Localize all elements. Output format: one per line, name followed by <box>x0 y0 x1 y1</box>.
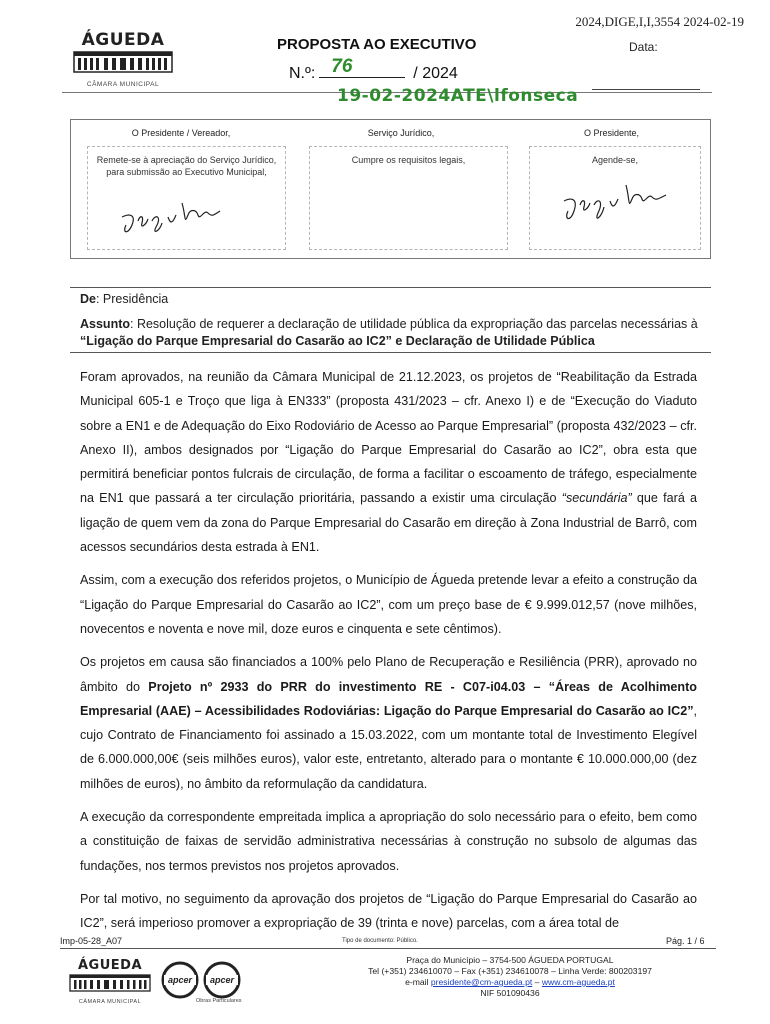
web-separator: – <box>532 977 542 987</box>
paragraph-bold: Projeto nº 2933 do PRR do investimento RE - C07-i04.03 – “Áreas de Acolhimento Empresarial (AAE) – Acessibilidades Rodoviárias: Ligação do Parque Empresarial do Casarão ao IC2” <box>80 679 697 718</box>
signature-column-president <box>511 120 712 258</box>
registration-stamp: 19-02-2024ATE\lfonseca <box>337 86 579 106</box>
subject-text: : Resolução de requerer a declaração de utilidade pública da expropriação das parcelas necessárias à <box>130 317 698 331</box>
paragraph-text: Os projetos em causa são financiados a 100% pelo Plano de Recuperação e Resiliência (PRR), aprovado no âmbito do <box>80 655 697 694</box>
paragraph-text: , cujo Contrato de Financiamento foi assinado a 15.03.2022, com um montante total de Investimento Elegível de 6.000.000,00€ (seis milhões euros), valor este, entretanto, alterado para o montante € 10.000.000,00 (dez milhões de euros), no âmbito da reformulação da candidatura. <box>80 703 697 791</box>
paragraph-2: Assim, com a execução dos referidos projetos, o Município de Águeda pretende levar a efeito a construção da “Ligação do Parque Empresarial do Casarão ao IC2”, com um preço base de € 9.999.012,57 (nove milhões, novecentos e noventa e nove mil, doze euros e cinquenta e sete cêntimos). <box>80 573 697 636</box>
signature-note: Agende-se, <box>591 155 639 165</box>
number-value: 76 <box>331 56 353 77</box>
number-year: / 2024 <box>413 65 458 82</box>
signature-box <box>87 146 286 250</box>
nif-line: NIF 501090436 <box>480 988 540 998</box>
paragraph-text: que fará a ligação de quem vem da zona do Parque Empresarial do Casarão em direção à Zona Industrial de Barrô, com acessos secundários desta estrada à EN1. <box>80 491 698 555</box>
paragraph-5: Por tal motivo, no seguimento da aprovação dos projetos de “Ligação do Parque Empresarial do Casarão ao IC2”, será imperioso promover a expropriação de 39 (trinta e nove) parcelas, com a área total de <box>80 891 697 931</box>
municipality-address <box>330 955 690 999</box>
signature-panel <box>70 119 711 259</box>
cert-name-1: apcer <box>167 975 193 985</box>
email-prefix: e-mail <box>405 977 431 987</box>
subject-bold-text: “Ligação do Parque Empresarial do Casarão ao IC2” e Declaração de Utilidade Pública <box>80 334 595 348</box>
subject-block <box>80 316 716 350</box>
paragraph-text: Foram aprovados, na reunião da Câmara Municipal de 21.12.2023, os projetos de “Reabilitação da Estrada Municipal 605-1 e Troço que liga à EN333” (proposta 431/2023 – cfr. Anexo I) e de “Execução do Viaduto sobre a EN1 e de Adequação do Eixo Rodoviário de Acesso ao Parque Empresarial” (proposta 432/2023 – cfr. Anexo II), ambos designados por “Ligação do Parque Empresarial do Casarão ao IC2”, obra esta que permitirá beneficiar pontos fulcrais de circulação, de forma a facilitar o escoamento de tráfego, especialmente na EN1 que passará a ter circulação prioritária, passando a existir uma circulação <box>80 370 697 506</box>
signature-heading: O Presidente, <box>583 128 640 138</box>
signature-note: Cumpre os requisitos legais, <box>351 155 466 165</box>
document-reference: 2024,DIGE,I,I,3554 2024-02-19 <box>575 14 744 29</box>
signature-note: Remete-se à apreciação do Serviço Jurídico, para submissão ao Executivo Municipal, <box>96 155 277 177</box>
address-line: Praça do Município – 3754-500 ÁGUEDA PORTUGAL <box>406 955 614 965</box>
building-logo-icon <box>66 973 154 993</box>
signature-box <box>309 146 508 250</box>
page-number: Pág. 1 / 6 <box>666 936 705 946</box>
date-label: Data: <box>629 40 658 54</box>
proposal-number-row <box>289 56 458 83</box>
document-type: Tipo de documento: Público. <box>342 938 418 944</box>
paragraph-1 <box>80 365 697 559</box>
signature-heading: Serviço Jurídico, <box>367 128 435 138</box>
meta-divider-top <box>70 287 711 288</box>
certification-label: Obras Particulares <box>196 998 242 1004</box>
paragraph-emphasis: “secundária” <box>561 491 632 506</box>
logo-subtitle: CÂMARA MUNICIPAL <box>78 999 142 1005</box>
subject-label: Assunto <box>80 317 130 331</box>
website-link[interactable]: www.cm-agueda.pt <box>541 977 615 987</box>
signature-box <box>529 146 701 250</box>
handwritten-signature <box>558 179 678 227</box>
signature-column-president-councillor <box>71 120 291 258</box>
agueda-logo <box>68 30 178 88</box>
date-field-line <box>592 89 700 90</box>
building-logo-icon <box>68 50 178 74</box>
proposal-body <box>80 365 697 945</box>
cert-name-2: apcer <box>209 975 235 985</box>
number-label: N.º: <box>289 65 316 82</box>
document-title: PROPOSTA AO EXECUTIVO <box>277 36 477 53</box>
form-code: Imp-05-28_A07 <box>60 936 123 946</box>
email-link[interactable]: presidente@cm-agueda.pt <box>430 977 533 987</box>
signature-heading: O Presidente / Vereador, <box>131 128 231 138</box>
paragraph-4: A execução da correspondente empreitada implica a apropriação do solo necessário para o efeito, bem como a constituição de faixas de servidão administrativa necessárias à construção no subsolo de algumas das fundações, nos termos previstos nos projetos aprovados. <box>80 810 697 873</box>
logo-title: ÁGUEDA <box>81 30 165 50</box>
contact-line: Tel (+351) 234610070 – Fax (+351) 234610078 – Linha Verde: 800203197 <box>368 966 652 976</box>
meta-divider-bottom <box>70 352 711 353</box>
from-line <box>80 292 168 306</box>
number-field <box>319 56 405 78</box>
agueda-footer-logo <box>66 958 154 1008</box>
footer-divider <box>60 948 716 949</box>
paragraph-3 <box>80 650 697 796</box>
handwritten-signature <box>116 195 236 239</box>
from-label: De <box>80 292 96 306</box>
logo-subtitle: CÂMARA MUNICIPAL <box>86 81 160 88</box>
email-web-line <box>330 977 690 988</box>
signature-column-legal-service <box>291 120 511 258</box>
logo-title: ÁGUEDA <box>77 958 143 973</box>
from-value: : Presidência <box>95 292 169 306</box>
